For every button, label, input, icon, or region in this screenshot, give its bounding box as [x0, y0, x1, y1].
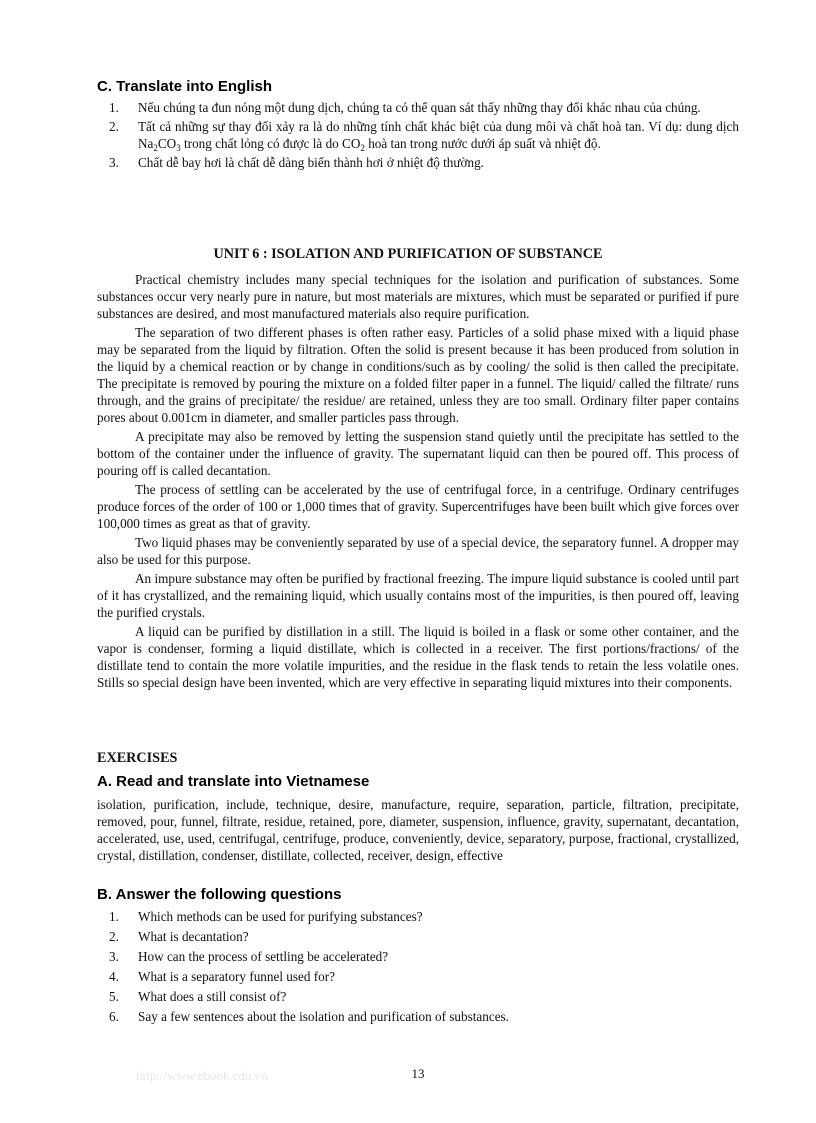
section-c-heading: C. Translate into English [97, 78, 273, 95]
list-item: 3. How can the process of settling be accelerated? [109, 949, 389, 964]
page-number: 13 [411, 1066, 425, 1081]
exercises-heading: EXERCISES [97, 750, 178, 766]
paragraph: An impure substance may often be purified by fractional freezing. The impure liquid substance is cooled until part of it has crystallized, and the remaining liquid, which usually contains most of the impurities, is then poured off, leaving the purified crystals. [97, 571, 739, 620]
section-c-list [109, 99, 739, 171]
paragraph: The separation of two different phases is often rather easy. Particles of a solid phase mixed with a liquid phase may be separated from the liquid by filtration. Often the solid is present because it has been produced from solution in the liquid by a chemical reaction or by change in conditions/such as by cooling/ the solid is then called the precipitate. The precipitate is removed by pouring the mixture on a folded filter paper in a funnel. The liquid/ called the filtrate/ runs through, and the grains of precipitate/ the residue/ are retained, unless they are too small. Ordinary filter paper contains pores about 0.001cm in diameter, and smaller particles pass through. [97, 325, 739, 425]
unit-title: UNIT 6 : ISOLATION AND PURIFICATION OF SUBSTANCE [213, 246, 603, 262]
paragraph: Practical chemistry includes many special techniques for the isolation and purification of substances. Some substances occur very nearly pure in nature, but most materials are mixtures, which must be separated or purified if pure substances are desired, and most manufactured materials also require purification. [97, 272, 739, 321]
paragraph: The process of settling can be accelerated by the use of centrifugal force, in a centrifuge. Ordinary centrifuges produce forces of the order of 100 or 1,000 times that of gravity. Supercentrifuges have been built which give forces over 100,000 times as great as that of gravity. [97, 482, 739, 531]
vocabulary-list: isolation, purification, include, technique, desire, manufacture, require, separation, particle, filtration, precipitate, removed, pour, funnel, filtrate, residue, retained, pore, diameter, suspension, influence, gravity, supernatant, decantation, accelerated, use, used, centrifugal, centrifuge, produce, conveniently, device, separatory, purpose, fractional, crystallized, crystal, distillation, condenser, distillate, collected, receiver, design, effective [97, 797, 739, 863]
unit-body [97, 271, 739, 693]
list-item: 4. What is a separatory funnel used for? [109, 969, 336, 984]
list-item: 6. Say a few sentences about the isolation and purification of substances. [109, 1009, 509, 1024]
paragraph: A liquid can be purified by distillation in a still. The liquid is boiled in a flask or some other container, and the vapor is condenser, forming a liquid distillate, which is collected in a receiver. The first portions/fractions/ of the distillate tend to contain the more volatile impurities, and the residue in the flask tends to retain the less volatile ones. Stills so special design have been invented, which are very effective in separating liquid mixtures into their components. [97, 624, 739, 690]
list-item: 2. Tất cả những sự thay đổi xảy ra là do những tính chất khác biệt của dung môi và chất hoà tan. Ví dụ: dung dịch $Na_2CO_3$ trong chất lỏng có được là do $CO_2$ hoà tan trong nước dưới áp suất và nhiệt độ. [109, 119, 739, 153]
list-item: 1. Nếu chúng ta đun nóng một dung dịch, chúng ta có thể quan sát thấy những thay đổi khác nhau của chúng. [109, 100, 701, 115]
paragraph: A precipitate may also be removed by letting the suspension stand quietly until the precipitate has settled to the bottom of the container under the influence of gravity. The supernatant liquid can then be poured off. This process of pouring off is called decantation. [97, 429, 739, 478]
list-item: 2. What is decantation? [109, 929, 249, 944]
section-b-heading: B. Answer the following questions [97, 886, 342, 903]
list-item: 3. Chất dễ bay hơi là chất dễ dàng biến thành hơi ở nhiệt độ thường. [109, 155, 484, 170]
paragraph: Two liquid phases may be conveniently separated by use of a special device, the separatory funnel. A dropper may also be used for this purpose. [97, 535, 739, 567]
watermark-url: http://www.ebook.edu.vn [136, 1068, 268, 1083]
list-item: 5. What does a still consist of? [109, 989, 287, 1004]
list-item: 1. Which methods can be used for purifying substances? [109, 909, 423, 924]
section-b-list [109, 908, 739, 1025]
section-a-heading: A. Read and translate into Vietnamese [97, 773, 370, 790]
